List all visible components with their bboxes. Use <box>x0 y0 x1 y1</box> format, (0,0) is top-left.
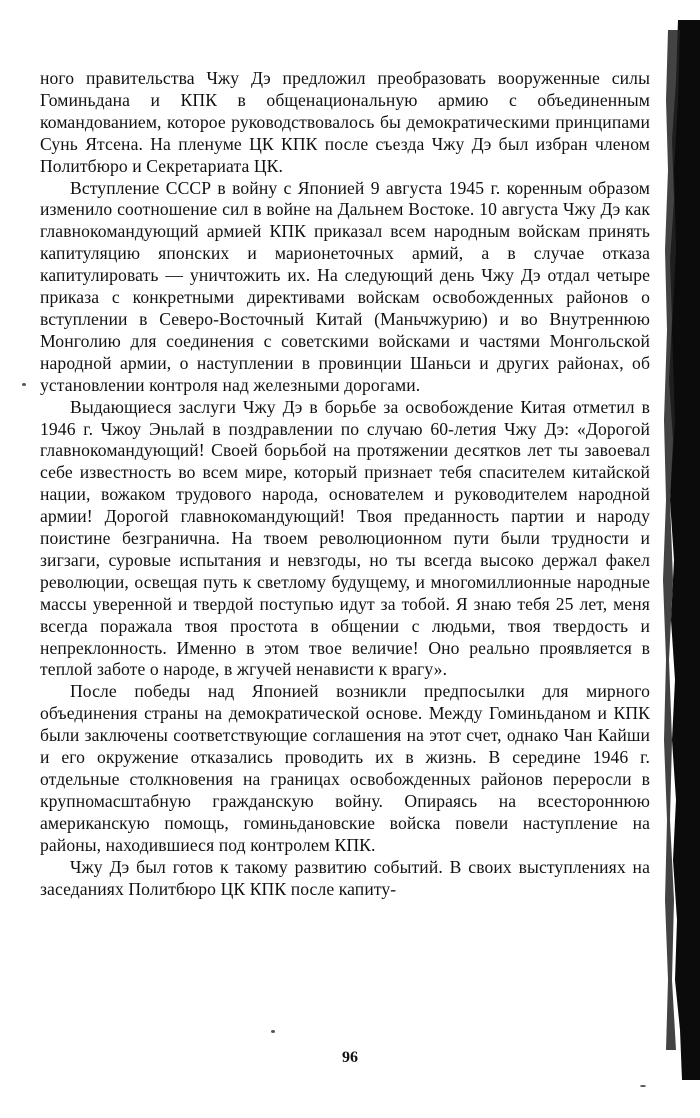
paragraph-1: ного правительства Чжу Дэ предложил преобразовать вооруженные силы Гоминьдана и КПК в общенациональную армию с объединенным командованием, которое руководствовалось бы демократическими принципами Сунь Ятсена. На пленуме ЦК КПК после съезда Чжу Дэ был избран членом Политбюро и Секретариата ЦК. <box>40 68 650 176</box>
paragraph-3: Выдающиеся заслуги Чжу Дэ в борьбе за освобождение Китая отметил в 1946 г. Чжоу Эньлай в поздравлении по случаю 60-летия Чжу Дэ: «Дорогой главнокомандующий! Своей борьбой на протяжении десятков лет ты завоевал себе известность во всем мире, который признает тебя спасителем китайской нации, вожаком трудового народа, основателем и руководителем народной армии! Дорогой главнокомандующий! Твоя преданность партии и народу поистине безгранична. На твоем революционном пути были трудности и зигзаги, суровые испытания и невзгоды, но ты всегда высоко держал факел революции, освещая путь к светлому будущему, и многомиллионные народные массы уверенной и твердой поступью идут за тобой. Я знаю тебя 25 лет, меня всегда поражала твоя простота в общении с людьми, твоя твердость и непреклонность. Именно в этом твое величие! Оно реально проявляется в теплой заботе о народе, в жгучей ненависти к врагу». <box>40 396 650 680</box>
scan-speck <box>271 1030 275 1033</box>
paragraph-5: Чжу Дэ был готов к такому развитию событий. В своих выступлениях на заседаниях Политбюро ЦК КПК после капиту- <box>40 856 650 899</box>
scan-speck <box>22 383 26 386</box>
scan-speck <box>640 1085 646 1087</box>
binding-shadow <box>620 20 700 1080</box>
body-text <box>40 68 650 900</box>
page-number: 96 <box>342 1049 358 1066</box>
paragraph-4: После победы над Японией возникли предпосылки для мирного объединения страны на демократической основе. Между Гоминьданом и КПК были заключены соответствующие соглашения на этот счет, однако Чан Кайши и его окружение отказались проводить их в жизнь. В середине 1946 г. отдельные столкновения на границах освобожденных районов переросли в крупномасштабную гражданскую войну. Опираясь на всестороннюю американскую помощь, гоминьдановские войска повели наступление на районы, находившиеся под контролем КПК. <box>40 681 650 855</box>
paragraph-2: Вступление СССР в войну с Японией 9 августа 1945 г. коренным образом изменило соотношение сил в войне на Дальнем Востоке. 10 августа Чжу Дэ как главнокомандующий армией КПК приказал всем народным войскам принять капитуляцию японских и марионеточных армий, а в случае отказа капитулировать — уничтожить их. На следующий день Чжу Дэ отдал четыре приказа с конкретными директивами войскам освобожденных районов о вступлении в Северо-Восточный Китай (Маньчжурию) и во Внутреннюю Монголию для соединения с советскими войсками и частями Монгольской народной армии, о наступлении в провинции Шаньси и других районах, об установлении контроля над железными дорогами. <box>40 177 650 395</box>
